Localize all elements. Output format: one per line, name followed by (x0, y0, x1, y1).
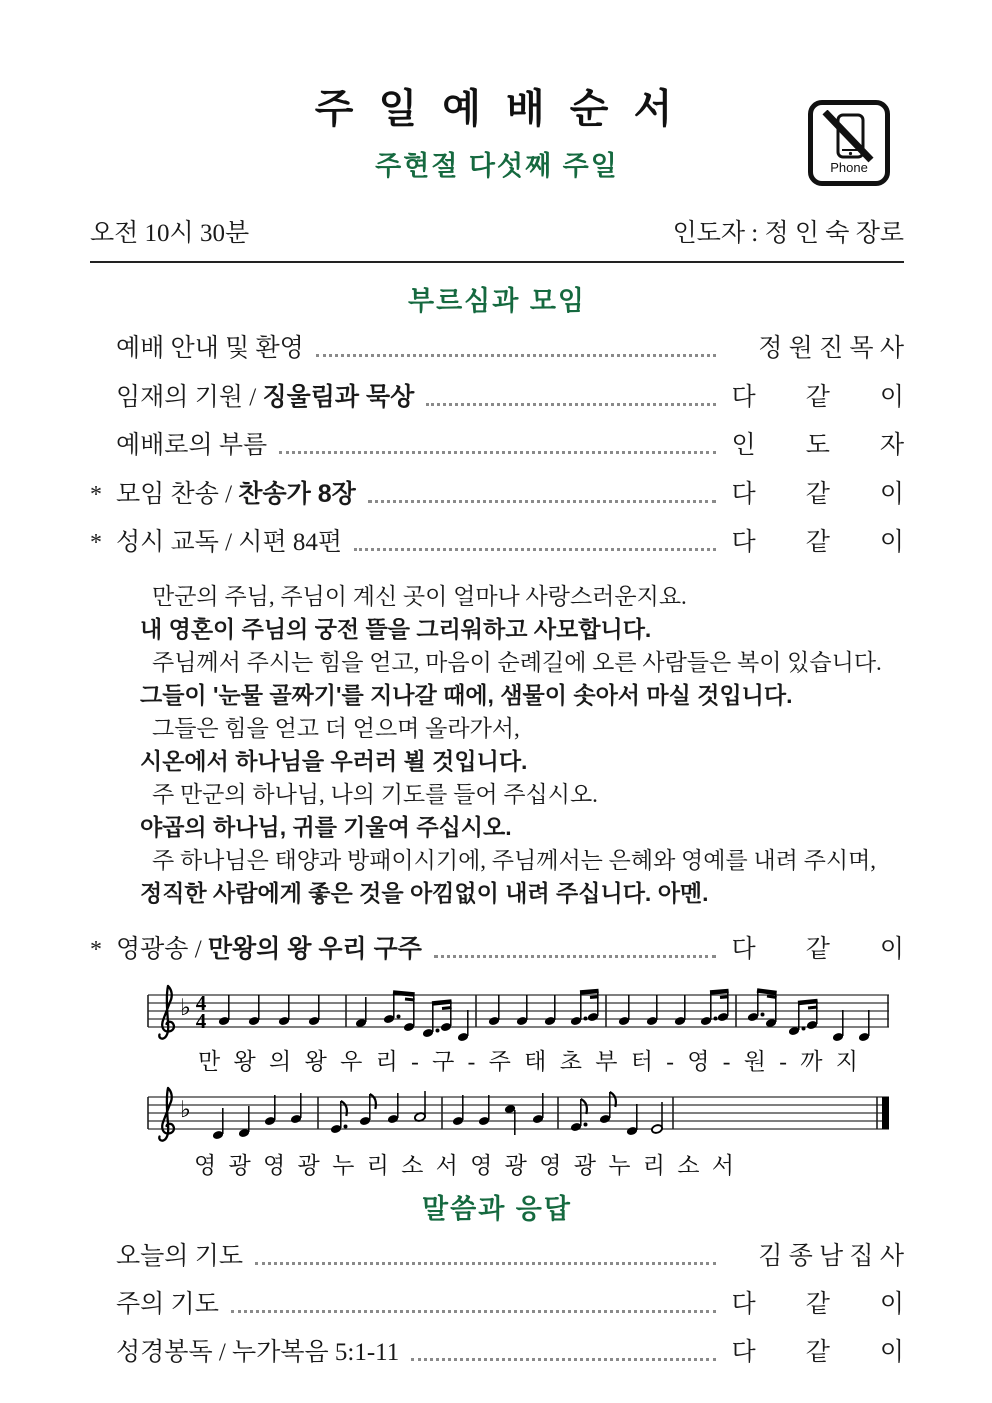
psalm-line-bold: 내 영혼이 주님의 궁전 뜰을 그리워하고 사모합니다. (140, 616, 652, 642)
notes-measure-5 (747, 990, 870, 1042)
program-row (90, 429, 904, 463)
program-label: 주의 기도 (116, 1291, 219, 1318)
program-label: 성시 교독 / 시편 84편 (116, 529, 342, 556)
leader-dots (426, 402, 716, 406)
music-notation (146, 977, 904, 1181)
program-person: 다 같 이 (731, 481, 904, 508)
leader-dots (434, 954, 716, 958)
psalm-line-bold: 시온에서 하나님을 우러러 뵐 것입니다. (140, 748, 528, 774)
header-divider (90, 261, 904, 263)
psalm-line: 주 만군의 하나님, 나의 기도를 들어 주십시오. (152, 782, 598, 807)
program-row (90, 526, 904, 560)
program-label-bold: 징울림과 묵상 (262, 383, 415, 411)
program-row (90, 1336, 904, 1370)
program-row (90, 1240, 904, 1274)
asterisk-mark: * (90, 937, 102, 963)
leader-dots (255, 1261, 716, 1265)
program-person: 다 같 이 (731, 936, 904, 963)
no-phone-icon (808, 100, 890, 186)
leader-dots (231, 1309, 716, 1313)
program-row (90, 380, 904, 415)
psalm-line: 그들은 힘을 얻고 더 얻으며 올라가서, (152, 716, 520, 741)
treble-clef-icon (159, 986, 174, 1039)
music-staff-2 (146, 1083, 892, 1181)
service-leader: 인도자 : 정 인 숙 장로 (672, 220, 904, 247)
meta-row (90, 213, 904, 249)
program-label: 오늘의 기도 (116, 1243, 244, 1270)
program-label: 영광송 / (116, 936, 208, 963)
program-row (90, 477, 904, 512)
program-row (90, 1288, 904, 1322)
psalm-line: 주님께서 주시는 힘을 얻고, 마음이 순례길에 오른 사람들은 복이 있습니다. (152, 650, 882, 675)
psalm-line-bold: 정직한 사람에게 좋은 것을 아낌없이 내려 주십니다. 아멘. (140, 880, 709, 906)
program-person: 정 원 진 목 사 (758, 335, 904, 362)
service-time: 오전 10시 30분 (90, 220, 250, 247)
section-heading-calling: 부르심과 모임 (408, 286, 586, 316)
treble-clef-icon (159, 1088, 174, 1141)
program-label: 성경봉독 / 누가복음 5:1-11 (116, 1339, 400, 1366)
section-heading-word: 말씀과 응답 (422, 1194, 572, 1224)
program-label-bold: 찬송가 8장 (238, 480, 356, 508)
asterisk-mark: * (90, 482, 102, 508)
notes-measure-1 (212, 1093, 302, 1140)
page-subtitle: 주현절 다섯째 주일 (375, 151, 619, 181)
responsive-reading-text (140, 580, 904, 910)
psalm-line-bold: 그들이 '눈물 골짜기'를 지나갈 때에, 샘물이 솟아서 마실 것입니다. (140, 682, 793, 708)
music-staff-1 (146, 977, 892, 1077)
leader-dots (354, 547, 716, 551)
program-person: 김 종 남 집 사 (758, 1243, 904, 1270)
program-label: 예배로의 부름 (116, 432, 268, 459)
flat-sign: ♭ (180, 1097, 191, 1122)
music-lyrics-line2: 영 광 영 광 누 리 소 서 영 광 영 광 누 리 소 서 (194, 1153, 734, 1178)
page-title: 주 일 예 배 순 서 (314, 87, 680, 131)
leader-dots (279, 450, 716, 454)
notes-measure-4 (618, 991, 729, 1027)
notes-measure-3 (488, 991, 599, 1027)
program-label: 예배 안내 및 환영 (116, 335, 304, 362)
program-person: 다 같 이 (731, 529, 904, 556)
notes-measure-2 (355, 992, 469, 1042)
psalm-line: 만군의 주님, 주님이 계신 곳이 얼마나 사랑스러운지요. (152, 584, 687, 609)
program-label: 임재의 기원 / (116, 384, 263, 411)
psalm-line: 주 하나님은 태양과 방패이시기에, 주님께서는 은혜와 영예를 내려 주시며, (152, 848, 877, 873)
leader-dots (316, 353, 716, 357)
music-lyrics-line1: 만 왕 의 왕 우 리 - 구 - 주 태 초 부 터 - 영 - 원 - 까 지 (198, 1049, 859, 1074)
asterisk-mark: * (90, 530, 102, 556)
program-person: 다 같 이 (731, 384, 904, 411)
staff-lines (148, 1097, 889, 1129)
time-signature-bottom: 4 (195, 1009, 207, 1033)
program-person: 다 같 이 (731, 1291, 904, 1318)
phone-home-dot (849, 152, 852, 155)
program-row-gloria (90, 932, 904, 967)
program-row (90, 332, 904, 366)
program-person: 인 도 자 (731, 432, 904, 459)
flat-sign: ♭ (180, 995, 191, 1020)
final-barline (882, 1097, 889, 1129)
leader-dots (411, 1357, 716, 1361)
program-person: 다 같 이 (731, 1339, 904, 1366)
psalm-line-bold: 야곱의 하나님, 귀를 기울여 주십시오. (140, 814, 512, 840)
time-signature-top: 4 (195, 991, 207, 1015)
program-label-bold: 만왕의 왕 우리 구주 (207, 935, 422, 963)
leader-dots (368, 499, 716, 503)
program-label: 모임 찬송 / (116, 481, 239, 508)
phone-slash-icon (818, 110, 880, 176)
phone-icon-label: Phone (830, 160, 868, 175)
